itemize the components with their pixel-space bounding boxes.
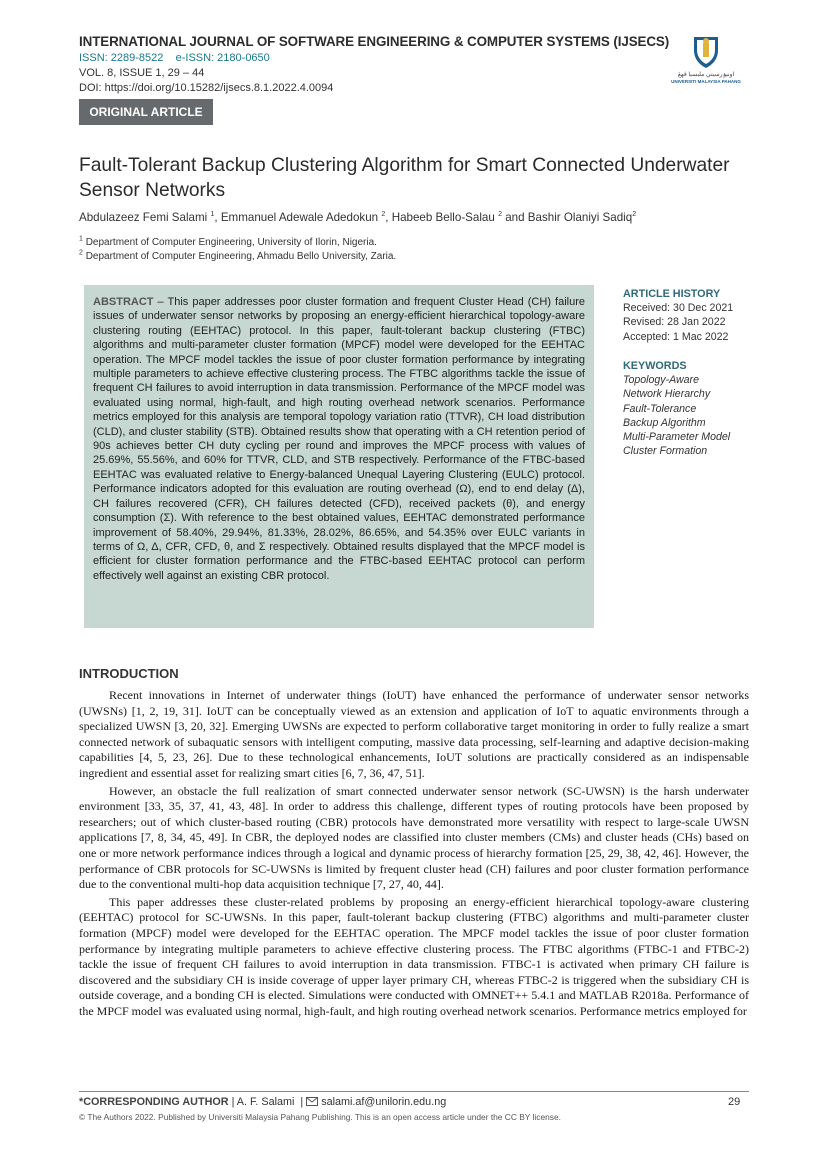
author-affiliation: 1 xyxy=(210,211,215,219)
author-name: Emmanuel Adewale Adedokun xyxy=(220,211,379,224)
author-email[interactable]: salami.af@unilorin.edu.ng xyxy=(321,1096,447,1108)
article-history-heading: ARTICLE HISTORY xyxy=(623,288,721,300)
revised-date: Revised: 28 Jan 2022 xyxy=(623,316,726,329)
license-note: © The Authors 2022. Published by Universiti Malaysia Pahang Publishing. This is an open access article under the CC BY license. xyxy=(79,1112,561,1122)
footer-divider xyxy=(79,1091,749,1092)
body-paragraph: Recent innovations in Internet of underwater things (IoUT) have enhanced the performance of underwater sensor networks (UWSNs) [1, 2, 19, 31]. IoUT can be conceptually viewed as an extension and application of IoT to aquatic environments through a specialized UWSN [3, 20, 32]. Emerging UWSNs are expected to perform collaborative target monitoring in order to fully realize a smart connected network of subaquatic sensors with intelligent computing, massive data processing, self-learning and adaptive decision-making capabilities [4, 5, 23, 26]. Due to these technological enhancements, IoUT solutions are practically considered as an indispensable ingredient and essential asset for realizing smart cities [6, 7, 36, 47, 51]. xyxy=(79,688,749,780)
corresponding-author xyxy=(79,1096,446,1108)
issn-line: ISSN: 2289-8522 e-ISSN: 2180-0650 xyxy=(79,52,270,64)
author-list: Abdulazeez Femi Salami $^1$, Emmanuel Adewale Adedokun $^2$, Habeeb Bello-Salau $^2$ and Bashir Olaniyi Sadiq$^2$ xyxy=(79,211,637,224)
keyword-item: Fault-Tolerance xyxy=(623,402,697,415)
doi-line[interactable]: DOI: https://doi.org/10.15282/ijsecs.8.1.2022.4.0094 xyxy=(79,82,334,94)
keyword-item: Topology-Aware xyxy=(623,374,699,387)
article-type-badge: ORIGINAL ARTICLE xyxy=(79,99,213,125)
abstract-heading: ABSTRACT xyxy=(93,296,154,308)
author-affiliation: 2 xyxy=(498,211,502,219)
keyword-item: Backup Algorithm xyxy=(623,416,706,429)
paper-title: Fault-Tolerant Backup Clustering Algorithm for Smart Connected Underwater Sensor Networks xyxy=(79,155,730,201)
affiliation-2 xyxy=(79,251,396,262)
author-name: Habeeb Bello-Salau xyxy=(391,211,495,224)
affiliation-number: 2 xyxy=(79,249,83,257)
logo-university-name: UNIVERSITI MALAYSIA PAHANG xyxy=(671,79,741,84)
author-affiliation: 2 xyxy=(632,211,637,219)
body-paragraph: This paper addresses these cluster-related problems by proposing an energy-efficient hierarchical topology-aware clustering (EEHTAC) protocol for SC-UWSNs. In this paper, fault-tolerant backup clustering (FTBC) algorithms and multi-parameter cluster formation (MPCF) model were developed for the EEHTAC operation. The MPCF model tackles the issue of poor cluster formation performance by integrating multiple parameters to achieve effective clustering process. The FTBC algorithms (FTBC-1 and FTBC-2) tackle the issue of frequent CH failures to avoid interruption in data transmission. FTBC-1 is activated when primary CH failure is discovered and the subsidiary CH is inside coverage of upper layer primary CH, whereas FTBC-2 is triggered when the subsidiary CH is outside coverage, and a bonding CH is elected. Simulations were conducted with OMNET++ 5.4.1 and MATLAB R2018a. Performance of the MPCF model was evaluated using normal, high-fault, and high routing overhead network scenarios. Performance metrics employed for xyxy=(79,894,749,1018)
author-affiliation: 2 xyxy=(381,211,386,219)
affiliation-text: Department of Computer Engineering, University of Ilorin, Nigeria. xyxy=(85,237,377,248)
page-number: 29 xyxy=(728,1096,741,1108)
introduction-heading: INTRODUCTION xyxy=(79,666,179,681)
introduction-body xyxy=(79,688,749,1021)
logo-arabic-text: اونيۏرسيتي مليسيا ڤهڠ xyxy=(677,72,735,78)
affiliation-text: Department of Computer Engineering, Ahmadu Bello University, Zaria. xyxy=(85,251,397,262)
author-name: Abdulazeez Femi Salami xyxy=(79,211,208,224)
keywords xyxy=(623,359,773,458)
accepted-date: Accepted: 1 Mac 2022 xyxy=(623,330,729,343)
keyword-item: Multi-Parameter Model xyxy=(623,431,731,444)
keyword-item: Cluster Formation xyxy=(623,445,708,458)
affiliation-1 xyxy=(79,237,377,248)
keyword-item: Network Hierarchy xyxy=(623,388,711,401)
mail-icon xyxy=(306,1097,318,1106)
abstract-text: – This paper addresses poor cluster formation and frequent Cluster Head (CH) failure issues of underwater sensor networks by proposing an energy-efficient hierarchical topology-aware clustering routing (EEHTAC) protocol. In this paper, fault-tolerant backup clustering (FTBC) algorithms and multi-parameter cluster formation (MPCF) model were developed for the EEHTAC operation. The MPCF model tackles the issue of poor cluster formation performance by integrating multiple parameters to achieve effective clustering process. The FTBC algorithms tackle the issue of frequent CH failures to avoid interruption in data transmission. Performance of the MPCF model was evaluated using normal, high-fault, and high routing overhead network scenarios. Performance metrics employed for this analysis are temporal topology variation ratio (TTVR), CH load distribution (CLD), and cluster stability (STB). Obtained results show that operating with a CH retention period of 90s achieves better CH duty cycling per round and improves the MPCF process with values of 25.69%, 55.56%, and 60% for TTVR, CLD, and STB respectively. Performance of the FTBC-based EEHTAC was evaluated relative to Energy-balanced Unequal Layering Clustering (EULC) protocol. Performance indicators adopted for this evaluation are routing overhead (Ω), end to end delay (Δ), CH failures recovered (CFR), CH failures detected (CFD), received packets (θ), and energy consumption (Σ). With reference to the best obtained values, EEHTAC demonstrated performance improvement of 58.40%, 29.94%, 81.33%, 28.02%, 86.65%, and 54.35% over EULC variants in terms of Ω, Δ, CFR, CFD, θ, and Σ respectively. Obtained results displayed that the MPCF model is efficient for cluster formation performance and the FTBC-based EEHTAC protocol can perform effectively well against an existing CBR protocol. xyxy=(93,296,585,582)
corresponding-label: *CORRESPONDING AUTHOR xyxy=(79,1096,229,1108)
author-name: Bashir Olaniyi Sadiq xyxy=(527,211,633,224)
body-paragraph: However, an obstacle the full realization of smart connected underwater sensor network (SC-UWSN) is the harsh underwater environment [33, 35, 37, 41, 43, 48]. In order to address this challenge, different types of routing protocols have been proposed by researchers; out of which cluster-based routing (CBR) protocols have demonstrated more versatility with respect to large-scale UWSN applications [7, 8, 34, 45, 49]. In CBR, the deployed nodes are classified into cluster members (CMs) and cluster heads (CHs) based on one or more network performance indices through a logical and dynamic process of hierarchy formation [25, 29, 38, 42, 46]. However, the performance of CBR protocols for SC-UWSNs is limited by frequent cluster head (CH) failures and poor cluster formation performance due to the conventional multi-hop data acquisition technique [7, 27, 40, 44]. xyxy=(79,783,749,892)
abstract-box xyxy=(84,285,594,628)
received-date: Received: 30 Dec 2021 xyxy=(623,302,734,315)
abstract-paragraph xyxy=(93,295,585,583)
article-history xyxy=(623,287,773,344)
university-logo xyxy=(652,34,760,90)
ump-crest-icon xyxy=(652,34,760,70)
volume-line: VOL. 8, ISSUE 1, 29 – 44 xyxy=(79,67,205,79)
corresponding-name: | A. F. Salami | xyxy=(228,1096,304,1108)
keywords-heading: KEYWORDS xyxy=(623,360,687,372)
affiliation-number: 1 xyxy=(79,235,83,243)
journal-title: INTERNATIONAL JOURNAL OF SOFTWARE ENGINEERING & COMPUTER SYSTEMS (IJSECS) xyxy=(79,34,670,49)
